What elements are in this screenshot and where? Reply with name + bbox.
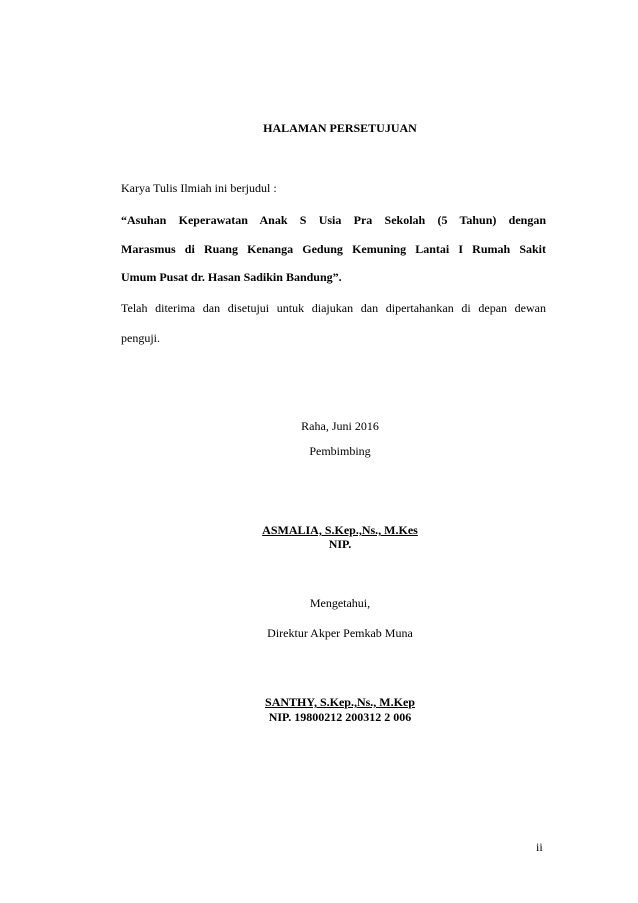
supervisor-name: ASMALIA, S.Kep.,Ns., M.Kes xyxy=(262,523,418,537)
approval-text-line-2: penguji. xyxy=(121,331,160,345)
supervisor-signature xyxy=(70,523,610,538)
director-name: SANTHY, S.Kep.,Ns., M.Kep xyxy=(265,695,415,709)
director-signature xyxy=(70,695,610,710)
page-title: HALAMAN PERSETUJUAN xyxy=(263,121,417,135)
supervisor-nip: NIP. xyxy=(328,537,352,551)
thesis-title-line-1: “Asuhan Keperawatan Anak S Usia Pra Sekolah (5 Tahun) dengan xyxy=(121,213,546,227)
director-nip: NIP. 19800212 200312 2 006 xyxy=(268,710,412,724)
approval-text-line-1: Telah diterima dan disetujui untuk diajukan dan dipertahankan di depan dewan xyxy=(121,301,546,315)
place-date: Raha, Juni 2016 xyxy=(301,419,379,433)
page-number: ii xyxy=(536,840,543,854)
acknowledged-label: Mengetahui, xyxy=(309,596,371,610)
thesis-title-line-3: Umum Pusat dr. Hasan Sadikin Bandung”. xyxy=(121,270,342,284)
thesis-title-line-2: Marasmus di Ruang Kenanga Gedung Kemuning Lantai I Rumah Sakit xyxy=(121,242,546,256)
director-role: Direktur Akper Pemkab Muna xyxy=(267,626,413,640)
intro-text: Karya Tulis Ilmiah ini berjudul : xyxy=(121,181,277,195)
supervisor-role: Pembimbing xyxy=(309,444,371,458)
